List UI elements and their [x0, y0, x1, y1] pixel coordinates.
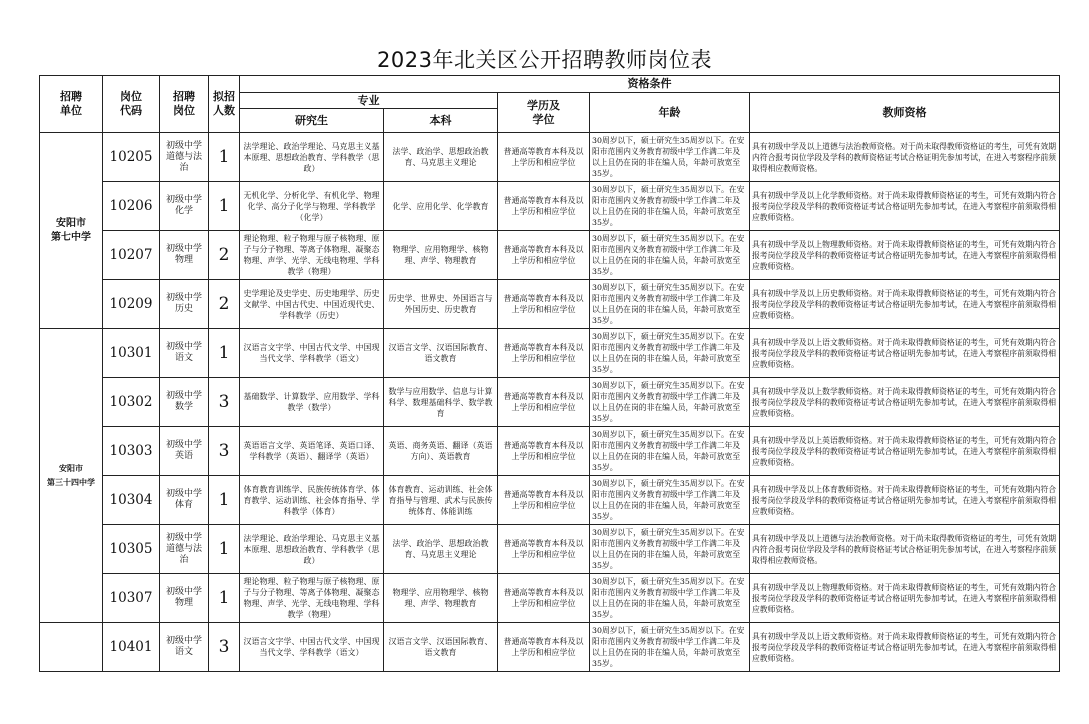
degree-requirement: 普通高等教育本科及以上学历和相应学位: [498, 574, 590, 623]
graduate-majors: 法学理论、政治学理论、马克思主义基本原理、思想政治教育、学科教学（思政）: [240, 525, 384, 574]
position-code: 10307: [103, 574, 160, 623]
position-name: 初级中学语文: [160, 329, 209, 378]
position-name: 初级中学语文: [160, 623, 209, 672]
table-row: [40, 280, 1060, 329]
headcount: 1: [209, 574, 240, 623]
header-age: 年龄: [590, 93, 750, 133]
undergraduate-majors: 历史学、世界史、外国语言与外国历史、历史教育: [384, 280, 498, 329]
header-post: 招聘 岗位: [160, 76, 209, 133]
graduate-majors: 基础数学、计算数学、应用数学、学科教学（数学）: [240, 378, 384, 427]
degree-requirement: 普通高等教育本科及以上学历和相应学位: [498, 280, 590, 329]
degree-requirement: 普通高等教育本科及以上学历和相应学位: [498, 231, 590, 280]
age-requirement: 30周岁以下，硕士研究生35周岁以下。在安阳市范围内义务教育初级中学工作满二年及以上且仍在岗的非在编人员，年龄可放宽至35岁。: [590, 329, 750, 378]
age-requirement: 30周岁以下，硕士研究生35周岁以下。在安阳市范围内义务教育初级中学工作满二年及以上且仍在岗的非在编人员，年龄可放宽至35岁。: [590, 623, 750, 672]
headcount: 1: [209, 329, 240, 378]
position-code: 10304: [103, 476, 160, 525]
age-requirement: 30周岁以下，硕士研究生35周岁以下。在安阳市范围内义务教育初级中学工作满二年及以上且仍在岗的非在编人员，年龄可放宽至35岁。: [590, 427, 750, 476]
undergraduate-majors: 数学与应用数学、信息与计算科学、数理基础科学、数学教育: [384, 378, 498, 427]
position-name: 初级中学道德与法治: [160, 133, 209, 182]
position-code: 10303: [103, 427, 160, 476]
age-requirement: 30周岁以下，硕士研究生35周岁以下。在安阳市范围内义务教育初级中学工作满二年及以上且仍在岗的非在编人员，年龄可放宽至35岁。: [590, 231, 750, 280]
headcount: 2: [209, 280, 240, 329]
header-degree: 学历及 学位: [498, 93, 590, 133]
undergraduate-majors: 汉语言文学、汉语国际教育、语文教育: [384, 329, 498, 378]
teacher-certificate-requirement: 具有初级中学及以上物理教师资格。对于尚未取得教师资格证的考生，可凭有效期内符合报考岗位学段及学科的教师资格证考试合格证明先参加考试，在进入考察程序前须取得相应教师资格。: [750, 574, 1060, 623]
teacher-certificate-requirement: 具有初级中学及以上语文教师资格。对于尚未取得教师资格证的考生，可凭有效期内符合报考岗位学段及学科的教师资格证考试合格证明先参加考试，在进入考察程序前须取得相应教师资格。: [750, 329, 1060, 378]
position-name: 初级中学体育: [160, 476, 209, 525]
undergraduate-majors: 物理学、应用物理学、核物理、声学、物理教育: [384, 231, 498, 280]
headcount: 1: [209, 476, 240, 525]
teacher-certificate-requirement: 具有初级中学及以上英语教师资格。对于尚未取得教师资格证的考生，可凭有效期内符合报考岗位学段及学科的教师资格证考试合格证明先参加考试，在进入考察程序前须取得相应教师资格。: [750, 427, 1060, 476]
degree-requirement: 普通高等教育本科及以上学历和相应学位: [498, 133, 590, 182]
position-code: 10305: [103, 525, 160, 574]
position-code: 10401: [103, 623, 160, 672]
position-code: 10209: [103, 280, 160, 329]
teacher-certificate-requirement: 具有初级中学及以上物理教师资格。对于尚未取得教师资格证的考生，可凭有效期内符合报考岗位学段及学科的教师资格证考试合格证明先参加考试，在进入考察程序前须取得相应教师资格。: [750, 231, 1060, 280]
degree-requirement: 普通高等教育本科及以上学历和相应学位: [498, 623, 590, 672]
position-name: 初级中学物理: [160, 231, 209, 280]
age-requirement: 30周岁以下，硕士研究生35周岁以下。在安阳市范围内义务教育初级中学工作满二年及以上且仍在岗的非在编人员，年龄可放宽至35岁。: [590, 133, 750, 182]
header-count: 拟招 人数: [209, 76, 240, 133]
degree-requirement: 普通高等教育本科及以上学历和相应学位: [498, 476, 590, 525]
degree-requirement: 普通高等教育本科及以上学历和相应学位: [498, 182, 590, 231]
header-major: 专业: [240, 93, 498, 109]
degree-requirement: 普通高等教育本科及以上学历和相应学位: [498, 427, 590, 476]
degree-requirement: 普通高等教育本科及以上学历和相应学位: [498, 378, 590, 427]
header-teacher-cert: 教师资格: [750, 93, 1060, 133]
undergraduate-majors: 法学、政治学、思想政治教育、马克思主义理论: [384, 133, 498, 182]
header-grad: 研究生: [240, 109, 384, 133]
degree-requirement: 普通高等教育本科及以上学历和相应学位: [498, 525, 590, 574]
header-code: 岗位 代码: [103, 76, 160, 133]
undergraduate-majors: 法学、政治学、思想政治教育、马克思主义理论: [384, 525, 498, 574]
teacher-certificate-requirement: 具有初级中学及以上数学教师资格。对于尚未取得教师资格证的考生，可凭有效期内符合报考岗位学段及学科的教师资格证考试合格证明先参加考试，在进入考察程序前须取得相应教师资格。: [750, 378, 1060, 427]
teacher-certificate-requirement: 具有初级中学及以上化学教师资格。对于尚未取得教师资格证的考生，可凭有效期内符合报考岗位学段及学科的教师资格证考试合格证明先参加考试，在进入考察程序前须取得相应教师资格。: [750, 182, 1060, 231]
age-requirement: 30周岁以下，硕士研究生35周岁以下。在安阳市范围内义务教育初级中学工作满二年及以上且仍在岗的非在编人员，年龄可放宽至35岁。: [590, 476, 750, 525]
position-name: 初级中学物理: [160, 574, 209, 623]
degree-requirement: 普通高等教育本科及以上学历和相应学位: [498, 329, 590, 378]
teacher-certificate-requirement: 具有初级中学及以上道德与法治教师资格。对于尚未取得教师资格证的考生，可凭有效期内符合报考岗位学段及学科的教师资格证考试合格证明先参加考试，在进入考察程序前须取得相应教师资格。: [750, 525, 1060, 574]
teacher-certificate-requirement: 具有初级中学及以上道德与法治教师资格。对于尚未取得教师资格证的考生，可凭有效期内符合报考岗位学段及学科的教师资格证考试合格证明先参加考试，在进入考察程序前须取得相应教师资格。: [750, 133, 1060, 182]
position-code: 10206: [103, 182, 160, 231]
table-row: [40, 182, 1060, 231]
age-requirement: 30周岁以下，硕士研究生35周岁以下。在安阳市范围内义务教育初级中学工作满二年及以上且仍在岗的非在编人员，年龄可放宽至35岁。: [590, 280, 750, 329]
headcount: 3: [209, 378, 240, 427]
table-row: [40, 574, 1060, 623]
table-row: [40, 476, 1060, 525]
table-row: [40, 378, 1060, 427]
position-code: 10301: [103, 329, 160, 378]
graduate-majors: 无机化学、分析化学、有机化学、物理化学、高分子化学与物理、学科教学（化学）: [240, 182, 384, 231]
headcount: 1: [209, 182, 240, 231]
graduate-majors: 汉语言文字学、中国古代文学、中国现当代文学、学科教学（语文）: [240, 329, 384, 378]
undergraduate-majors: 英语、商务英语、翻译（英语方向）、英语教育: [384, 427, 498, 476]
undergraduate-majors: 物理学、应用物理学、核物理、声学、物理教育: [384, 574, 498, 623]
table-row: [40, 427, 1060, 476]
positions-table: [39, 75, 1060, 672]
headcount: 3: [209, 427, 240, 476]
age-requirement: 30周岁以下，硕士研究生35周岁以下。在安阳市范围内义务教育初级中学工作满二年及以上且仍在岗的非在编人员，年龄可放宽至35岁。: [590, 182, 750, 231]
header-unit: 招聘 单位: [40, 76, 103, 133]
undergraduate-majors: 汉语言文学、汉语国际教育、语文教育: [384, 623, 498, 672]
undergraduate-majors: 化学、应用化学、化学教育: [384, 182, 498, 231]
headcount: 2: [209, 231, 240, 280]
graduate-majors: 理论物理、粒子物理与原子核物理、原子与分子物理、等离子体物理、凝聚态物理、声学、光学、无线电物理、学科教学（物理）: [240, 231, 384, 280]
position-code: 10302: [103, 378, 160, 427]
graduate-majors: 体育教育训练学、民族传统体育学、体育教学、运动训练、社会体育指导、学科教学（体育）: [240, 476, 384, 525]
headcount: 3: [209, 623, 240, 672]
graduate-majors: 汉语言文字学、中国古代文学、中国现当代文学、学科教学（语文）: [240, 623, 384, 672]
recruiting-unit: 安阳市 第七中学: [40, 133, 103, 329]
position-name: 初级中学英语: [160, 427, 209, 476]
age-requirement: 30周岁以下，硕士研究生35周岁以下。在安阳市范围内义务教育初级中学工作满二年及以上且仍在岗的非在编人员，年龄可放宽至35岁。: [590, 378, 750, 427]
table-row: [40, 133, 1060, 182]
teacher-certificate-requirement: 具有初级中学及以上体育教师资格。对于尚未取得教师资格证的考生，可凭有效期内符合报考岗位学段及学科的教师资格证考试合格证明先参加考试，在进入考察程序前须取得相应教师资格。: [750, 476, 1060, 525]
age-requirement: 30周岁以下，硕士研究生35周岁以下。在安阳市范围内义务教育初级中学工作满二年及以上且仍在岗的非在编人员，年龄可放宽至35岁。: [590, 525, 750, 574]
headcount: 1: [209, 525, 240, 574]
position-name: 初级中学化学: [160, 182, 209, 231]
position-name: 初级中学道德与法治: [160, 525, 209, 574]
table-row: [40, 329, 1060, 378]
graduate-majors: 法学理论、政治学理论、马克思主义基本原理、思想政治教育、学科教学（思政）: [240, 133, 384, 182]
graduate-majors: 理论物理、粒子物理与原子核物理、原子与分子物理、等离子体物理、凝聚态物理、声学、光学、无线电物理、学科教学（物理）: [240, 574, 384, 623]
recruiting-unit: 安阳市 第三十四中学: [40, 329, 103, 623]
page-title: 2023年北关区公开招聘教师岗位表: [377, 48, 712, 72]
header-qualifications: 资格条件: [240, 76, 1060, 93]
table-row: [40, 525, 1060, 574]
headcount: 1: [209, 133, 240, 182]
age-requirement: 30周岁以下，硕士研究生35周岁以下。在安阳市范围内义务教育初级中学工作满二年及以上且仍在岗的非在编人员，年龄可放宽至35岁。: [590, 574, 750, 623]
table-row: [40, 231, 1060, 280]
teacher-certificate-requirement: 具有初级中学及以上语文教师资格。对于尚未取得教师资格证的考生，可凭有效期内符合报考岗位学段及学科的教师资格证考试合格证明先参加考试，在进入考察程序前须取得相应教师资格。: [750, 623, 1060, 672]
teacher-certificate-requirement: 具有初级中学及以上历史教师资格。对于尚未取得教师资格证的考生，可凭有效期内符合报考岗位学段及学科的教师资格证考试合格证明先参加考试，在进入考察程序前须取得相应教师资格。: [750, 280, 1060, 329]
recruiting-unit: [40, 623, 103, 672]
graduate-majors: 史学理论及史学史、历史地理学、历史文献学、中国古代史、中国近现代史、学科教学（历史）: [240, 280, 384, 329]
position-code: 10205: [103, 133, 160, 182]
position-name: 初级中学历史: [160, 280, 209, 329]
position-code: 10207: [103, 231, 160, 280]
table-body: [40, 133, 1060, 672]
position-name: 初级中学数学: [160, 378, 209, 427]
table-row: [40, 623, 1060, 672]
graduate-majors: 英语语言文学、英语笔译、英语口译、学科教学（英语）、翻译学（英语）: [240, 427, 384, 476]
undergraduate-majors: 体育教育、运动训练、社会体育指导与管理、武术与民族传统体育、体能训练: [384, 476, 498, 525]
header-undergrad: 本科: [384, 109, 498, 133]
